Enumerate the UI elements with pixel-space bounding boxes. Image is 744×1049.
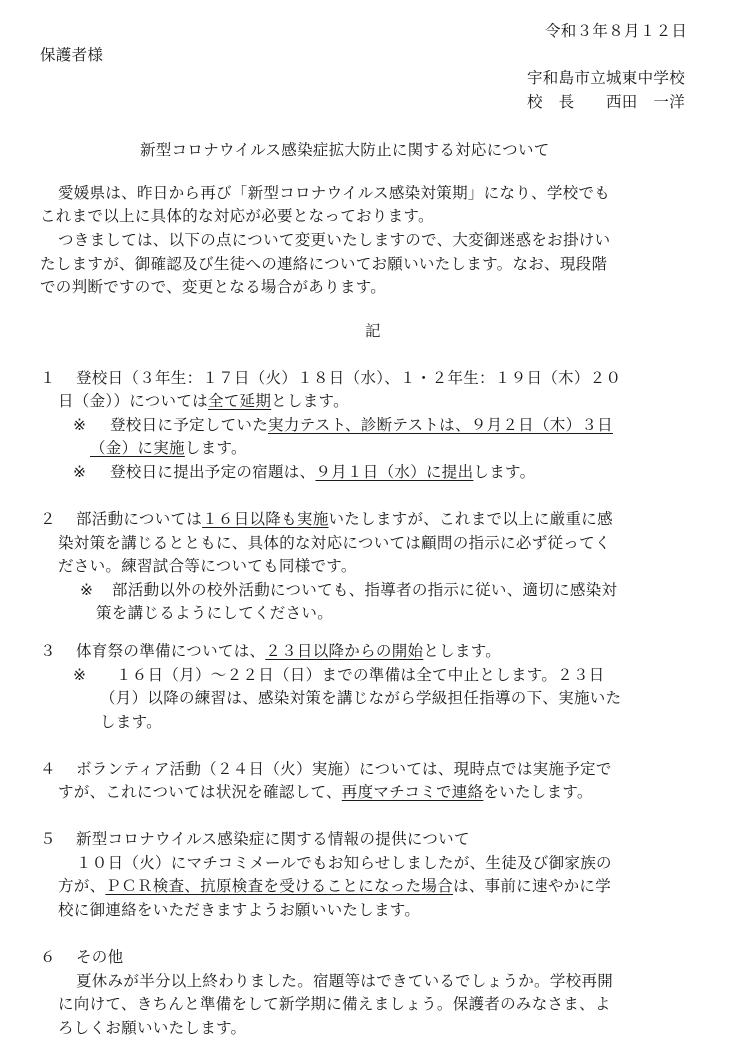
item2-note-line: 部活動以外の校外活動についても、指導者の指示に従い、適切に感染対 <box>112 581 618 599</box>
item5-line: 方が、ＰＣＲ検査、抗原検査を受けることになった場合は、事前に速やかに学 <box>58 877 612 895</box>
item3-note-line: １６日（月）～２２日（日）までの準備は全て中止とします。２３日 <box>116 666 605 684</box>
item2-line: 部活動については１６日以降も実施いたしますが、これまで以上に厳重に感 <box>76 510 613 528</box>
note-mark: ※ <box>73 666 87 684</box>
underlined-text: 再度マチコミで連絡 <box>341 783 484 801</box>
intro-line: たしますが、御確認及び生徒への連絡についてお願いいたします。なお、現段階 <box>40 255 608 273</box>
item1-line: 日（金））については全て延期とします。 <box>58 392 349 410</box>
underlined-text: 全て延期 <box>207 392 272 410</box>
item-number: ６ <box>40 948 56 966</box>
intro-line: これまで以上に具体的な対応が必要となっております。 <box>40 207 434 225</box>
intro-line: での判断ですので、変更となる場合があります。 <box>40 278 387 296</box>
item3-note-line: （月）以降の練習は、感染対策を講じながら学級担任指導の下、実施いた <box>100 689 622 707</box>
item4-line: すが、これについては状況を確認して、再度マチコミで連絡をいたします。 <box>58 783 593 801</box>
underlined-text: １６日以降も実施 <box>202 510 329 528</box>
item6-line: に向けて、きちんと準備をして新学期に備えましょう。保護者のみなさま、よ <box>58 995 611 1013</box>
item1-line: 登校日（３年生：１７日（火）１８日（水）、１・２年生：１９日（木）２０ <box>76 369 622 387</box>
school-name: 宇和島市立城東中学校 <box>527 69 686 87</box>
page-title: 新型コロナウイルス感染症拡大防止に関する対応について <box>140 141 550 159</box>
item4-line: ボランティア活動（２４日（火）実施）については、現時点では実施予定で <box>76 760 612 778</box>
intro-line: つきましては、以下の点について変更いたしますので、大変御迷惑をお掛けい <box>58 231 611 249</box>
item1-note-line: 登校日に予定していた実力テスト、診断テストは、９月２日（木）３日 <box>110 416 613 434</box>
item6-line: その他 <box>76 948 124 966</box>
note-mark: ※ <box>73 416 87 434</box>
item6-line: 夏休みが半分以上終わりました。宿題等はできているでしょうか。学校再開 <box>76 972 614 990</box>
item2-line: 染対策を講じるとともに、具体的な対応については顧問の指示に必ず従ってく <box>58 534 611 552</box>
item-number: ３ <box>40 642 56 660</box>
item-number: ５ <box>40 830 56 848</box>
item3-line: 体育祭の準備については、２３日以降からの開始とします。 <box>76 642 502 660</box>
ki-heading: 記 <box>365 322 381 340</box>
item1-note-line: （金）に実施します。 <box>90 439 247 457</box>
item-number: ４ <box>40 760 56 778</box>
item3-note-line: します。 <box>100 713 162 731</box>
underlined-text: （金）に実施 <box>90 439 185 457</box>
underlined-text: ２３日以降からの開始 <box>265 642 424 660</box>
note-mark: ※ <box>80 581 94 599</box>
note-mark: ※ <box>73 463 87 481</box>
item-number: １ <box>40 369 56 387</box>
underlined-text: 実力テスト、診断テストは、９月２日（木）３日 <box>268 416 613 434</box>
principal-name: 校 長 西田 一洋 <box>527 93 686 111</box>
underlined-text: ９月１日（水）に提出 <box>315 463 474 481</box>
item1-note-line: 登校日に提出予定の宿題は、９月１日（水）に提出します。 <box>110 463 536 481</box>
item5-line: 校に御連絡をいただきますようお願いいたします。 <box>58 901 421 919</box>
item2-note-line: 策を講じるようにしてください。 <box>96 604 334 622</box>
item5-line: 新型コロナウイルス感染症に関する情報の提供について <box>76 830 470 848</box>
item-number: ２ <box>40 510 56 528</box>
intro-line: 愛媛県は、昨日から再び「新型コロナウイルス感染対策期」になり、学校でも <box>58 184 611 202</box>
recipient: 保護者様 <box>40 46 104 64</box>
item2-line: ださい。練習試合等についても同様です。 <box>58 557 357 575</box>
item6-line: ろしくお願いいたします。 <box>58 1019 247 1037</box>
item5-line: １０日（火）にマチコミメールでもお知らせしましたが、生徒及び御家族の <box>76 854 612 872</box>
underlined-text: ＰＣＲ検査、抗原検査を受けることになった場合 <box>105 877 454 895</box>
date: 令和３年８月１２日 <box>545 22 688 40</box>
